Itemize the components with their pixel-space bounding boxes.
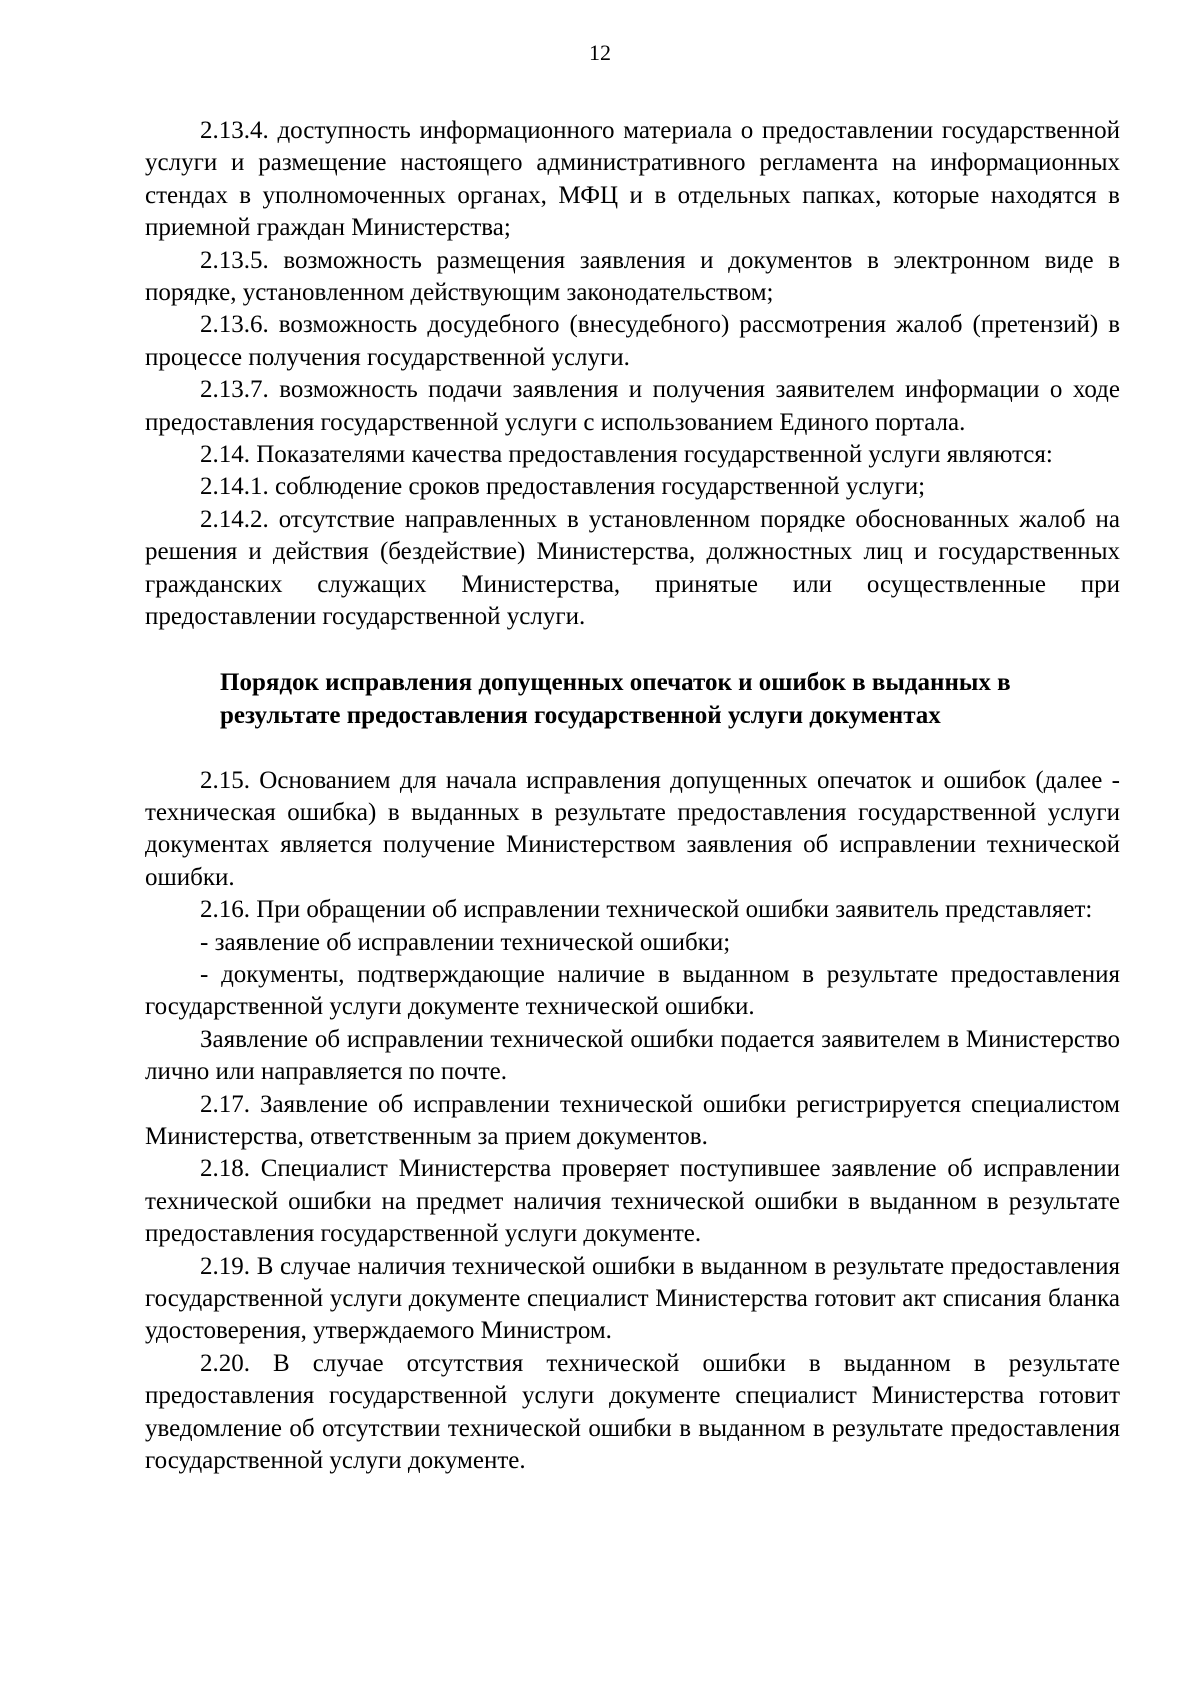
paragraph-submission: Заявление об исправлении технической ошибки подается заявителем в Министерство лично или направляется по почте. — [145, 1025, 1120, 1086]
paragraph-2-15: 2.15. Основанием для начала исправления допущенных опечаток и ошибок (далее - техническая ошибка) в выданных в результате предоставления государственной услуги документах является получение Министерством заявления об исправлении технической ошибки. — [145, 766, 1120, 891]
paragraph-2-20: 2.20. В случае отсутствия технической ошибки в выданном в результате предоставления государственной услуги документе специалист Министерства готовит уведомление об отсутствии технической ошибки в выданном в результате предоставления государственной услуги документе. — [145, 1349, 1120, 1475]
paragraph-2-18: 2.18. Специалист Министерства проверяет поступившее заявление об исправлении технической ошибки на предмет наличия технической ошибки в выданном в результате предоставления государственной услуги документе. — [145, 1155, 1120, 1248]
paragraph-2-19: 2.19. В случае наличия технической ошибки в выданном в результате предоставления государственной услуги документе специалист Министерства готовит акт списания бланка удостоверения, утверждаемого Министром. — [145, 1252, 1120, 1345]
paragraph-2-13-7: 2.13.7. возможность подачи заявления и получения заявителем информации о ходе предоставления государственной услуги с использованием Единого портала. — [145, 376, 1120, 436]
paragraph-2-13-4: 2.13.4. доступность информационного материала о предоставлении государственной услуги и размещение настоящего административного регламента на информационных стендах в уполномоченных органах, МФЦ и в отдельных папках, которые находятся в приемной граждан Министерства; — [145, 117, 1120, 242]
section-heading: Порядок исправления допущенных опечаток и ошибок в выданных в результате предоставления государственной услуги документах — [220, 668, 1011, 729]
paragraph-2-16: 2.16. При обращении об исправлении технической ошибки заявитель представляет: — [200, 896, 1093, 924]
page-number: 12 — [589, 40, 611, 65]
list-item-documents: - документы, подтверждающие наличие в выданном в результате предоставления государственной услуги документе технической ошибки. — [145, 960, 1120, 1021]
document-body — [145, 115, 1120, 1477]
paragraph-2-14-2: 2.14.2. отсутствие направленных в установленном порядке обоснованных жалоб на решения и действия (бездействие) Министерства, должностных лиц и государственных гражданских служащих Министерства, принятые или осуществленные при предоставлении государственной услуги. — [145, 505, 1120, 631]
paragraph-2-13-6: 2.13.6. возможность досудебного (внесудебного) рассмотрения жалоб (претензий) в процессе получения государственной услуги. — [145, 311, 1120, 371]
list-item-application: - заявление об исправлении технической ошибки; — [200, 928, 731, 956]
paragraph-2-13-5: 2.13.5. возможность размещения заявления и документов в электронном виде в порядке, установленном действующим законодательством; — [145, 246, 1120, 307]
paragraph-2-14-1: 2.14.1. соблюдение сроков предоставления государственной услуги; — [200, 473, 926, 501]
paragraph-2-14: 2.14. Показателями качества предоставления государственной услуги являются: — [200, 441, 1053, 469]
paragraph-2-17: 2.17. Заявление об исправлении технической ошибки регистрируется специалистом Министерства, ответственным за прием документов. — [145, 1090, 1120, 1150]
